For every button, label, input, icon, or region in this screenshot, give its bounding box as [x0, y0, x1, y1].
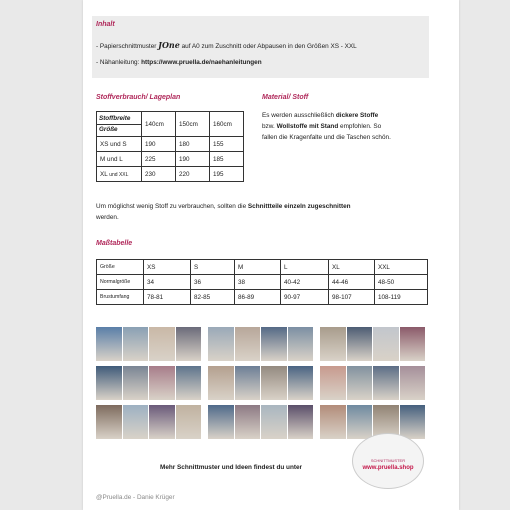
table-row: XL und XXL 230 220 195: [97, 167, 244, 182]
hint-line-2: werden.: [96, 214, 119, 221]
instructions-link[interactable]: https://www.pruella.de/naehanleitungen: [141, 59, 262, 66]
fabric-table: [96, 111, 244, 182]
contents-heading: Inhalt: [96, 21, 115, 28]
promo-text: Mehr Schnittmuster und Ideen findest du unter: [160, 464, 303, 471]
collage-photo: [208, 366, 234, 400]
width-160: 160cm: [210, 112, 244, 137]
collage-photo: [373, 366, 399, 400]
width-150: 150cm: [176, 112, 210, 137]
fabric-header-cell: Stoffbreite Größe: [97, 112, 142, 137]
collage-photo: [176, 327, 202, 361]
collage-photo: [235, 327, 261, 361]
collage-photo: [288, 366, 314, 400]
collage-photo: [176, 405, 202, 439]
table-row: Größe XS S M L XL XXL: [97, 260, 428, 275]
collage-photo: [235, 405, 261, 439]
collage-photo: [123, 327, 149, 361]
collage-photo: [400, 405, 426, 439]
collage-photo: [208, 327, 234, 361]
collage-photo: [320, 327, 346, 361]
shop-stamp-logo[interactable]: SCHNITTMUSTER www.pruella.shop: [352, 433, 424, 489]
collage-photo: [347, 405, 373, 439]
collage-photo: [400, 366, 426, 400]
collage-photo: [123, 366, 149, 400]
collage-photo: [123, 405, 149, 439]
measurement-table: [96, 259, 428, 305]
collage-photo: [373, 327, 399, 361]
collage-photo: [261, 405, 287, 439]
copyright: @Pruella.de - Danie Krüger: [96, 494, 175, 501]
table-row: [97, 112, 244, 137]
collage-photo: [149, 327, 175, 361]
collage-photo: [261, 327, 287, 361]
collage-photo: [261, 366, 287, 400]
table-row: XS und S 190 180 155: [97, 137, 244, 152]
brand-jone: JOne: [158, 40, 180, 50]
table-row: Brustumfang 78-81 82-85 86-89 90-97 98-107 108-119: [97, 290, 428, 305]
collage-photo: [288, 327, 314, 361]
collage-photo: [320, 405, 346, 439]
material-line-3: fallen die Kragenfalte und die Taschen schön.: [262, 134, 391, 141]
table-row: Normalgröße 34 36 38 40-42 44-46 48-50: [97, 275, 428, 290]
collage-photo: [96, 405, 122, 439]
fabric-heading: Stoffverbrauch/ Lageplan: [96, 94, 181, 101]
photo-collage: [96, 327, 426, 439]
shop-url[interactable]: www.pruella.shop: [362, 465, 414, 471]
collage-photo: [96, 327, 122, 361]
table-row: M und L 225 190 185: [97, 152, 244, 167]
collage-photo: [176, 366, 202, 400]
contents-line-pattern: - Papierschnittmuster JOne auf A0 zum Zuschnitt oder Abpausen in den Größen XS - XXL: [96, 40, 357, 50]
material-heading: Material/ Stoff: [262, 94, 309, 101]
collage-photo: [347, 366, 373, 400]
material-line-1: Es werden ausschließlich dickere Stoffe: [262, 112, 379, 119]
collage-photo: [149, 366, 175, 400]
material-line-2: bzw. Wollstoffe mit Stand empfohlen. So: [262, 123, 382, 130]
collage-photo: [288, 405, 314, 439]
width-140: 140cm: [142, 112, 176, 137]
collage-photo: [208, 405, 234, 439]
collage-photo: [320, 366, 346, 400]
collage-photo: [96, 366, 122, 400]
collage-photo: [347, 327, 373, 361]
contents-line-instructions: - Nähanleitung: https://www.pruella.de/naehanleitungen: [96, 59, 262, 66]
collage-photo: [235, 366, 261, 400]
measurement-heading: Maßtabelle: [96, 240, 133, 247]
hint-line-1: Um möglichst wenig Stoff zu verbrauchen, sollten die Schnittteile einzeln zugeschnitten: [96, 203, 351, 210]
collage-photo: [149, 405, 175, 439]
collage-photo: [400, 327, 426, 361]
